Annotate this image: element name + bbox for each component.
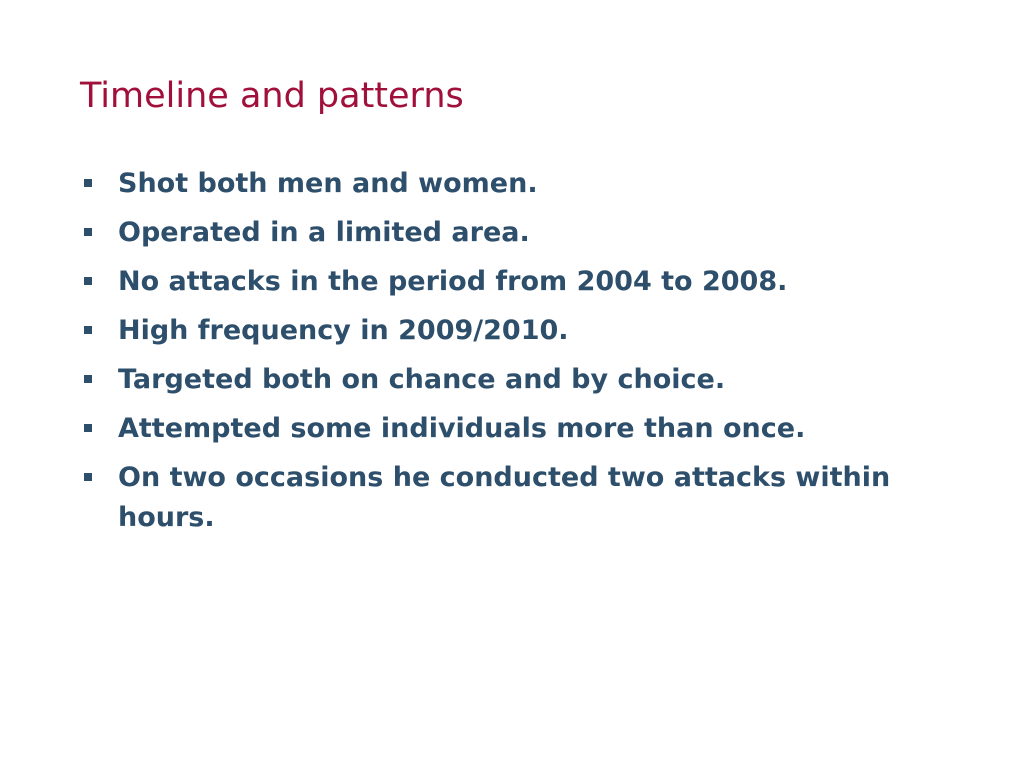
bullet-item bbox=[84, 213, 964, 253]
bullet-text: Targeted both on chance and by choice. bbox=[118, 364, 726, 395]
bullet-item bbox=[84, 262, 964, 302]
square-bullet-icon bbox=[84, 424, 92, 432]
bullet-item bbox=[84, 409, 964, 449]
bullet-item bbox=[84, 311, 964, 351]
bullet-text: Shot both men and women. bbox=[118, 168, 538, 199]
bullet-item bbox=[84, 458, 964, 538]
bullet-text: Operated in a limited area. bbox=[118, 217, 530, 248]
bullet-list bbox=[84, 164, 964, 547]
slide-title: Timeline and patterns bbox=[80, 76, 464, 116]
bullet-text: On two occasions he conducted two attacks within hours. bbox=[118, 462, 891, 533]
square-bullet-icon bbox=[84, 277, 92, 285]
square-bullet-icon bbox=[84, 228, 92, 236]
square-bullet-icon bbox=[84, 473, 92, 481]
bullet-item bbox=[84, 360, 964, 400]
square-bullet-icon bbox=[84, 179, 92, 187]
bullet-text: No attacks in the period from 2004 to 2008. bbox=[118, 266, 788, 297]
bullet-item bbox=[84, 164, 964, 204]
bullet-text: Attempted some individuals more than once. bbox=[118, 413, 806, 444]
square-bullet-icon bbox=[84, 326, 92, 334]
square-bullet-icon bbox=[84, 375, 92, 383]
bullet-text: High frequency in 2009/2010. bbox=[118, 315, 569, 346]
